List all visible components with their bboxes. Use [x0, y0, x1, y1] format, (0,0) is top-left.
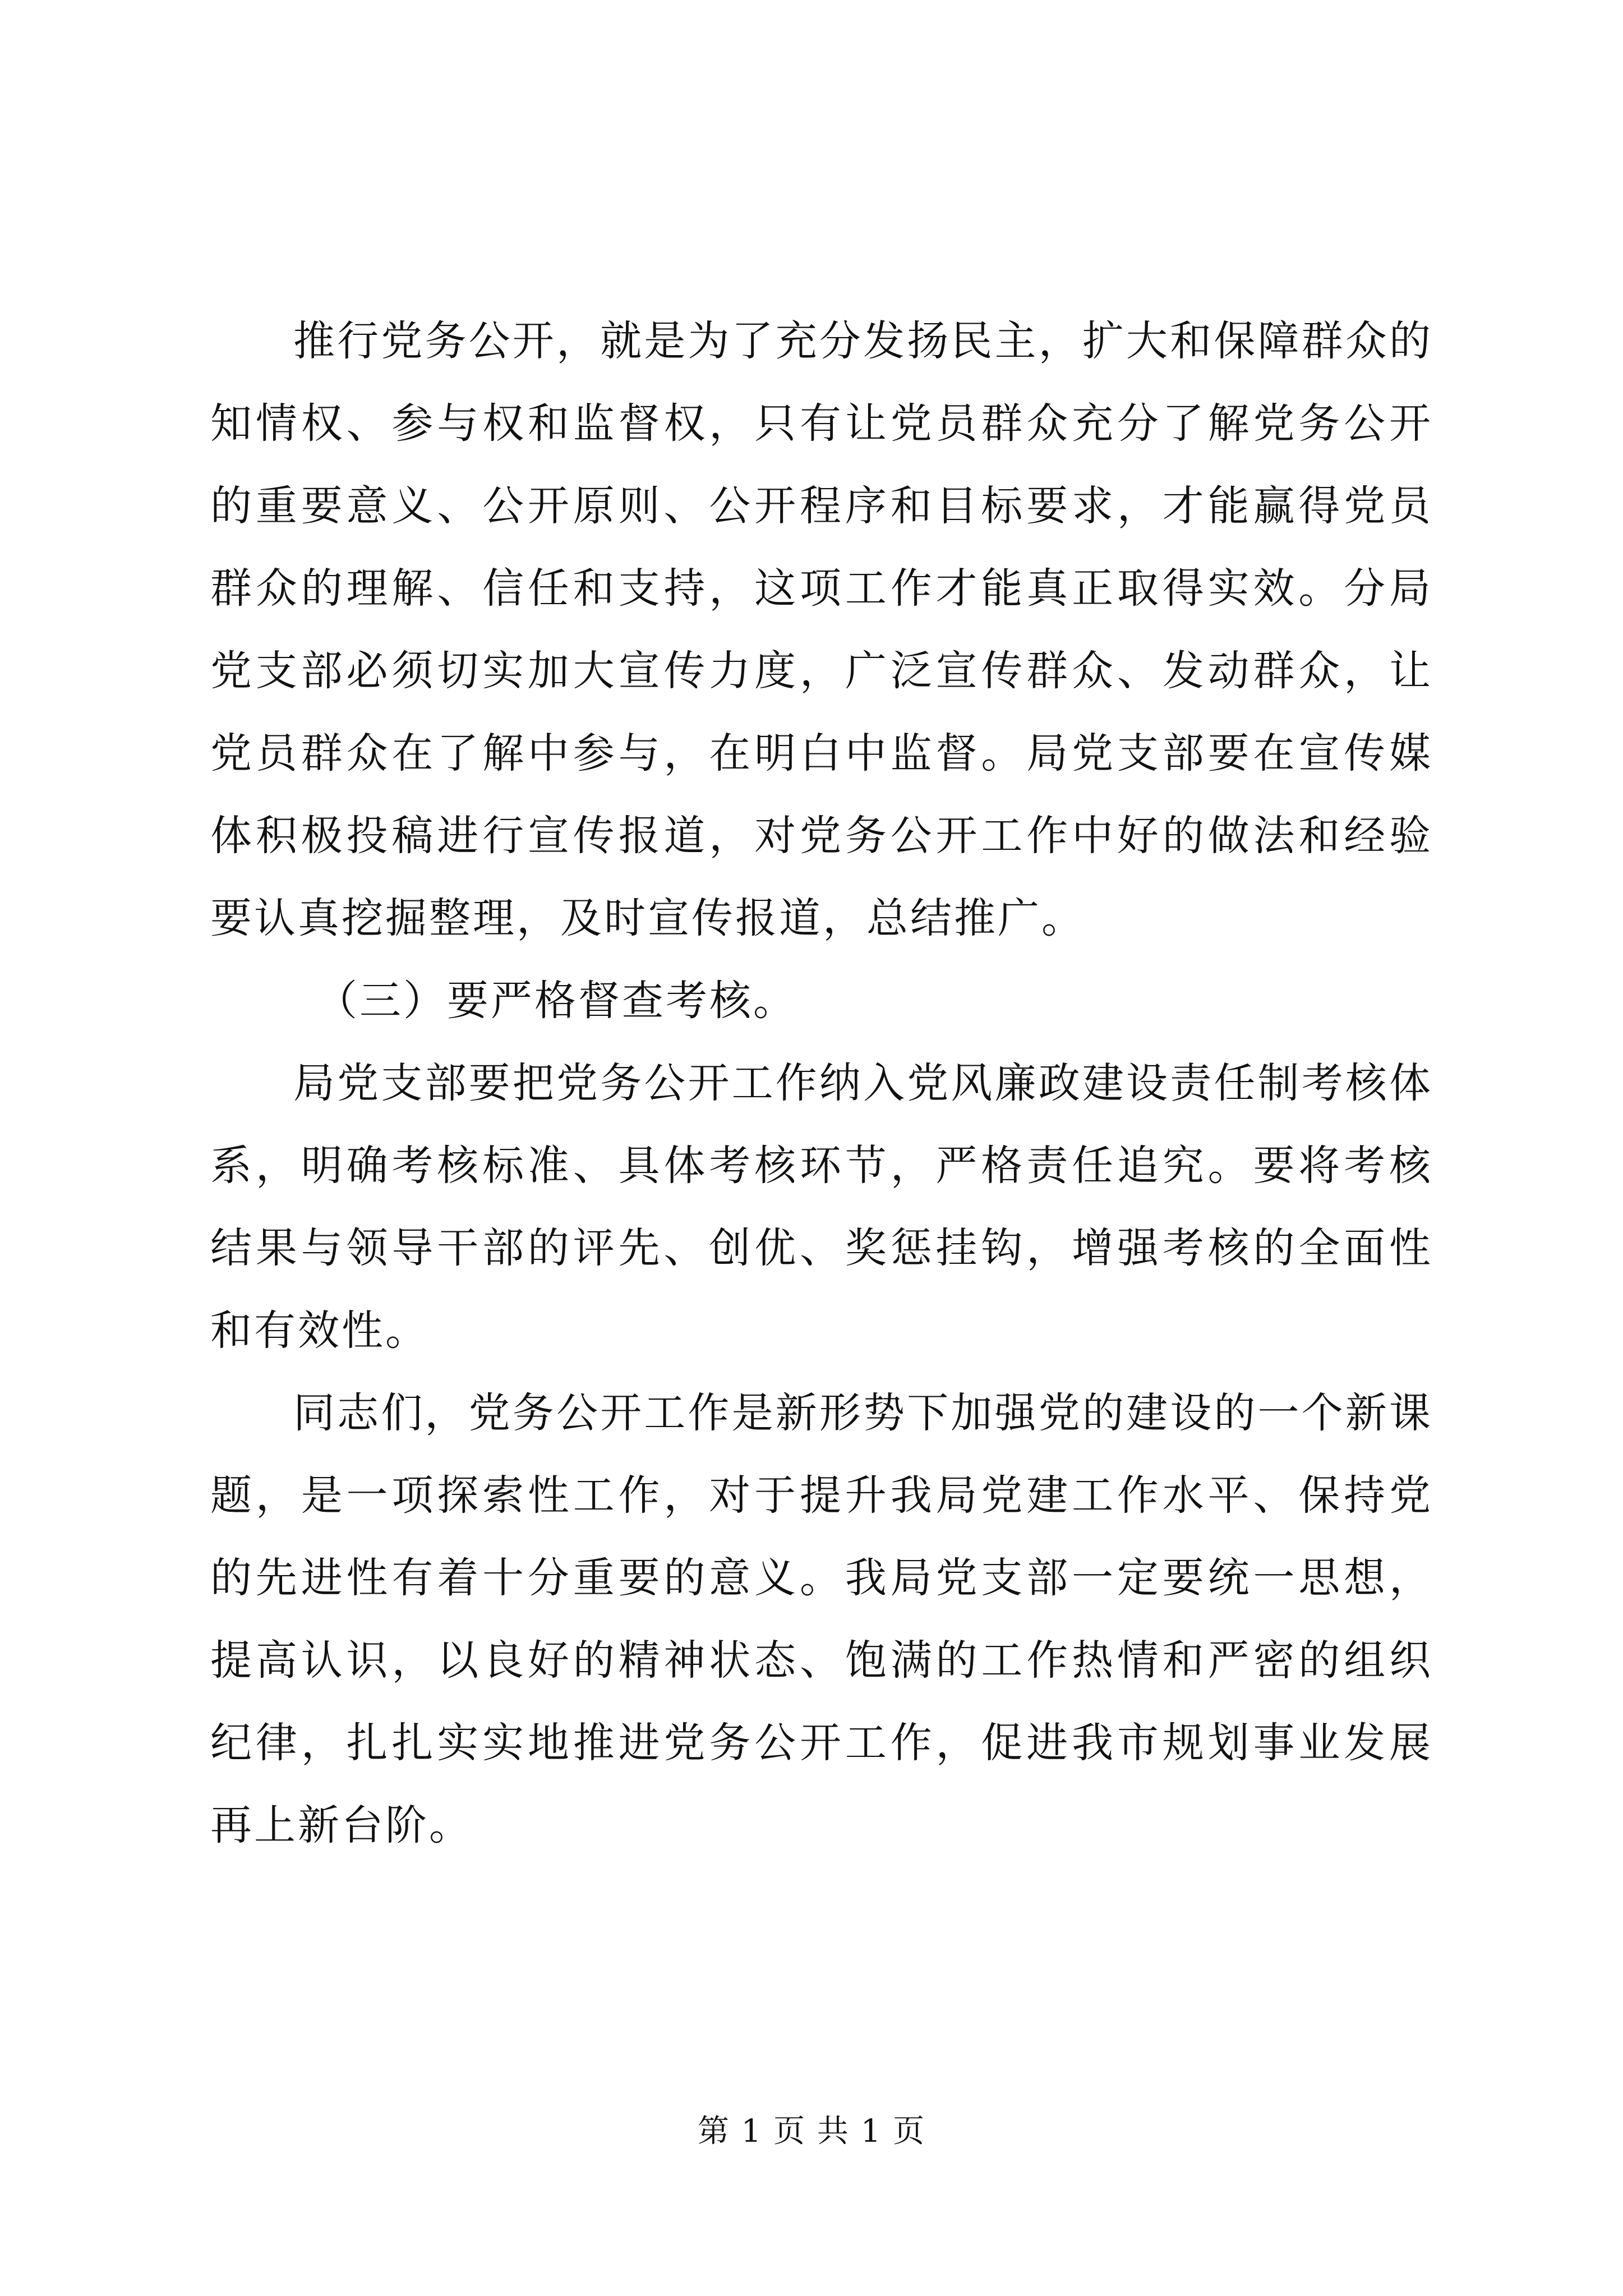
- page-number-footer: 第 1 页 共 1 页: [697, 2113, 926, 2150]
- paragraph-publicity: 推行党务公开，就是为了充分发扬民主，扩大和保障群众的知情权、参与权和监督权，只有让党员群众充分了解党务公开的重要意义、公开原则、公开程序和目标要求，才能赢得党员群众的理解、信任和支持，这项工作才能真正取得实效。分局党支部必须切实加大宣传力度，广泛宣传群众、发动群众，让党员群众在了解中参与，在明白中监督。局党支部要在宣传媒体积极投稿进行宣传报道，对党务公开工作中好的做法和经验要认真挖掘整理，及时宣传报道，总结推广。: [210, 317, 1433, 942]
- paragraph-assessment: 局党支部要把党务公开工作纳入党风廉政建设责任制考核体系，明确考核标准、具体考核环节，严格责任追究。要将考核结果与领导干部的评先、创优、奖惩挂钩，增强考核的全面性和有效性。: [210, 1059, 1433, 1355]
- paragraph-conclusion: 同志们，党务公开工作是新形势下加强党的建设的一个新课题，是一项探索性工作，对于提升我局党建工作水平、保持党的先进性有着十分重要的意义。我局党支部一定要统一思想，提高认识，以良好的精神状态、饱满的工作热情和严密的组织纪律，扎扎实实地推进党务公开工作，促进我市规划事业发展再上新台阶。: [210, 1389, 1433, 1849]
- document-body: [210, 300, 1433, 1867]
- section-heading-supervision: （三）要严格督查考核。: [316, 977, 797, 1025]
